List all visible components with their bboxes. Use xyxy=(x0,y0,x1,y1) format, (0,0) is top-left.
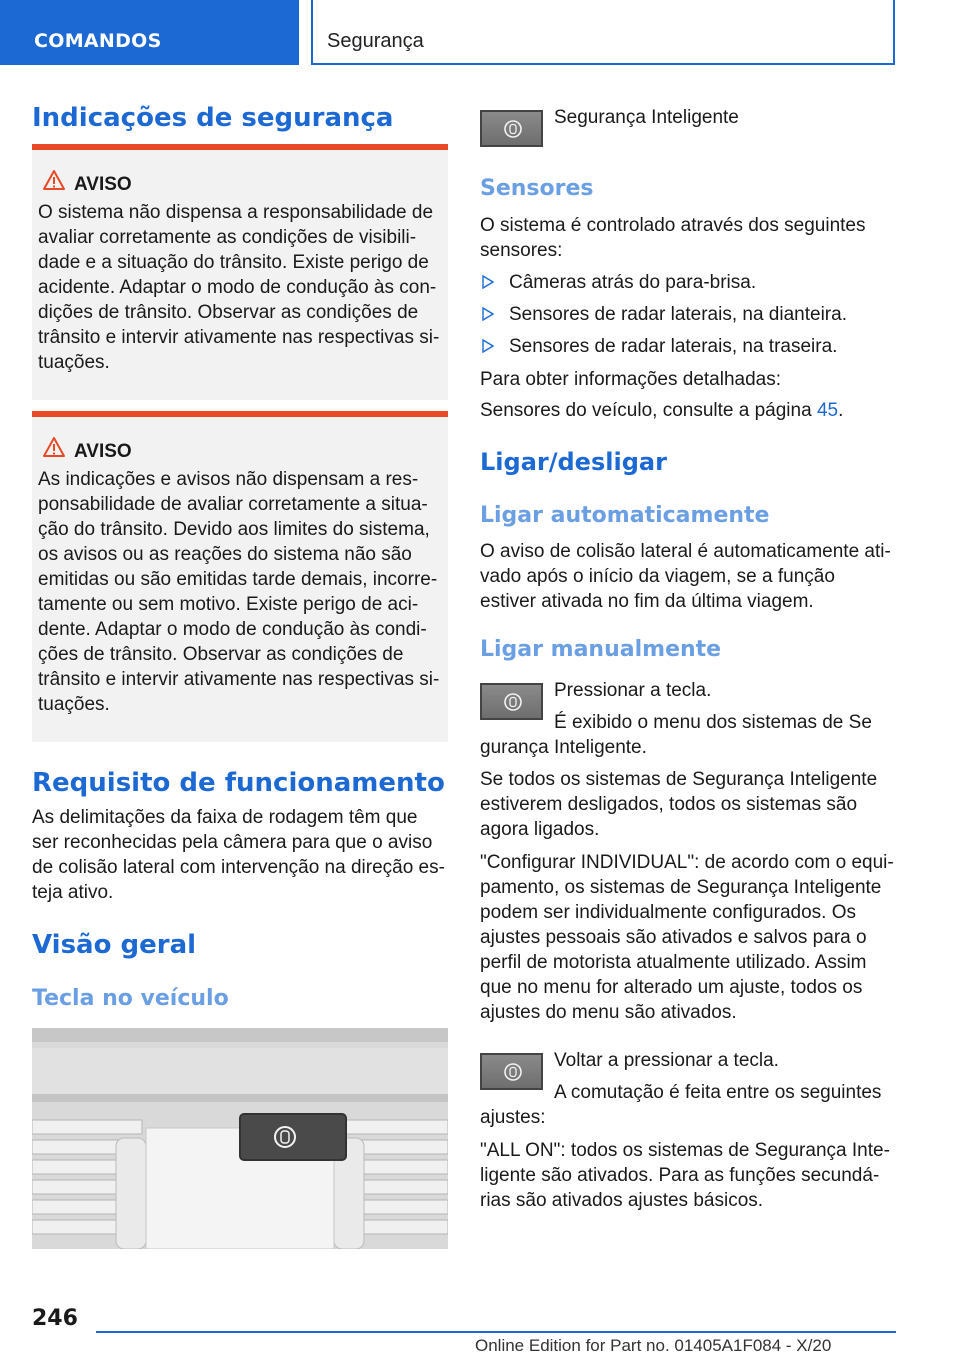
requisito-text: As delimitações da faixa de rodagem têm que ser reconhecidas pela câmera para que o aviso de colisão lateral com intervenção na direção esteja ativo. xyxy=(32,807,445,903)
warning-box-1 xyxy=(32,144,448,400)
list-item-text: Câmeras atrás do para-brisa. xyxy=(509,272,757,293)
list-item xyxy=(480,270,847,295)
page-number: 246 xyxy=(32,1306,78,1331)
sensores-text: O sistema é controlado através dos seguintes sensores: xyxy=(480,215,866,261)
auto-text: O aviso de colisão lateral é automaticamente ativado após o início da viagem, se a função estiver ativada no fim da última viagem. xyxy=(480,541,891,612)
intelligent-safety-key-icon xyxy=(480,110,543,147)
all-on-text: "ALL ON": todos os sistemas de Segurança Inteligente são ativados. Para as funções secundárias são ativados ajustes básicos. xyxy=(480,1140,890,1211)
vehicle-console-illustration xyxy=(32,1028,448,1249)
visao-heading: Visão geral xyxy=(32,930,197,960)
warning-triangle-icon xyxy=(42,436,66,458)
warning-box-2 xyxy=(32,411,448,742)
sensores-heading: Sensores xyxy=(480,176,594,201)
list-item-text: Sensores de radar laterais, na traseira. xyxy=(509,336,838,357)
intelligent-safety-key-icon xyxy=(480,1053,543,1090)
safety-car-icon xyxy=(504,693,522,711)
reference-end: . xyxy=(838,400,844,421)
ligar-heading: Ligar/desligar xyxy=(480,448,667,476)
tecla-heading: Tecla no veículo xyxy=(32,986,229,1011)
press-again-text: Voltar a pressionar a tecla. xyxy=(554,1050,779,1071)
press-result-line1: É exibido o menu dos sistemas de Se xyxy=(554,712,872,733)
page-link[interactable]: 45 xyxy=(816,400,839,421)
intelligent-safety-key-icon xyxy=(480,683,543,720)
toggle-result-line1: A comutação é feita entre os seguintes xyxy=(554,1082,882,1103)
sensores-list xyxy=(480,270,847,366)
warning-text: O sistema não dispensa a responsabilidade de avaliar corretamente as condições de visibilidade e a situação do trânsito. Existe perigo de acidente. Adaptar o modo de condução às condições de trânsito. Observar as condições de trânsito e intervir ativamente nas respectivas situações. xyxy=(38,202,440,373)
info-text: Para obter informações detalhadas: xyxy=(480,369,782,390)
all-off-text: Se todos os sistemas de Segurança Inteligente estiverem desligados, todos os sistemas são agora ligados. xyxy=(480,769,878,840)
auto-heading: Ligar automaticamente xyxy=(480,503,770,528)
key-label: Segurança Inteligente xyxy=(554,107,739,128)
section-tab: COMANDOS xyxy=(0,0,299,65)
individual-text: "Configurar INDIVIDUAL": de acordo com o equipamento, os sistemas de Segurança Inteligente podem ser individualmente configurados. Os ajustes pessoais são ativados e salvos para o perfil de motorista atualmente utilizado. Assim que no menu for alterado um ajuste, todos os ajustes do menu são ativados. xyxy=(480,852,894,1023)
safety-car-icon xyxy=(504,120,522,138)
topic-header: Segurança xyxy=(311,0,895,65)
bullet-triangle-icon xyxy=(482,307,494,321)
press-result-line2: gurança Inteligente. xyxy=(480,737,647,758)
list-item-text: Sensores de radar laterais, na dianteira. xyxy=(509,304,847,325)
warning-text: As indicações e avisos não dispensam a responsabilidade de avaliar corretamente a situação do trânsito. Devido aos limites do sistema, os avisos ou as reações do sistema não são emitidas ou são emitidas tarde demais, incorretamente ou sem motivo. Existe perigo de acidente. Adaptar o modo de condução às condições de trânsito. Observar as condições de trânsito e intervir ativamente nas respectivas situações. xyxy=(38,469,440,715)
list-item xyxy=(480,334,847,359)
requisito-heading: Requisito de funcionamento xyxy=(32,768,445,798)
safety-car-icon xyxy=(504,1063,522,1081)
reference-text: Sensores do veículo, consulte a página xyxy=(480,400,812,421)
warning-triangle-icon xyxy=(42,169,66,191)
footer-divider xyxy=(96,1331,896,1333)
warning-label: AVISO xyxy=(74,441,132,462)
warning-label: AVISO xyxy=(74,174,132,195)
bullet-triangle-icon xyxy=(482,275,494,289)
bullet-triangle-icon xyxy=(482,339,494,353)
footer-edition: Online Edition for Part no. 01405A1F084 - X/20 xyxy=(475,1336,832,1355)
manual-heading: Ligar manualmente xyxy=(480,637,722,662)
vehicle-key-photo xyxy=(32,1028,448,1249)
press-key-text: Pressionar a tecla. xyxy=(554,680,712,701)
page-title: Indicações de segurança xyxy=(32,103,394,133)
toggle-result-line2: ajustes: xyxy=(480,1107,546,1128)
list-item xyxy=(480,302,847,327)
reference-line xyxy=(480,398,896,423)
